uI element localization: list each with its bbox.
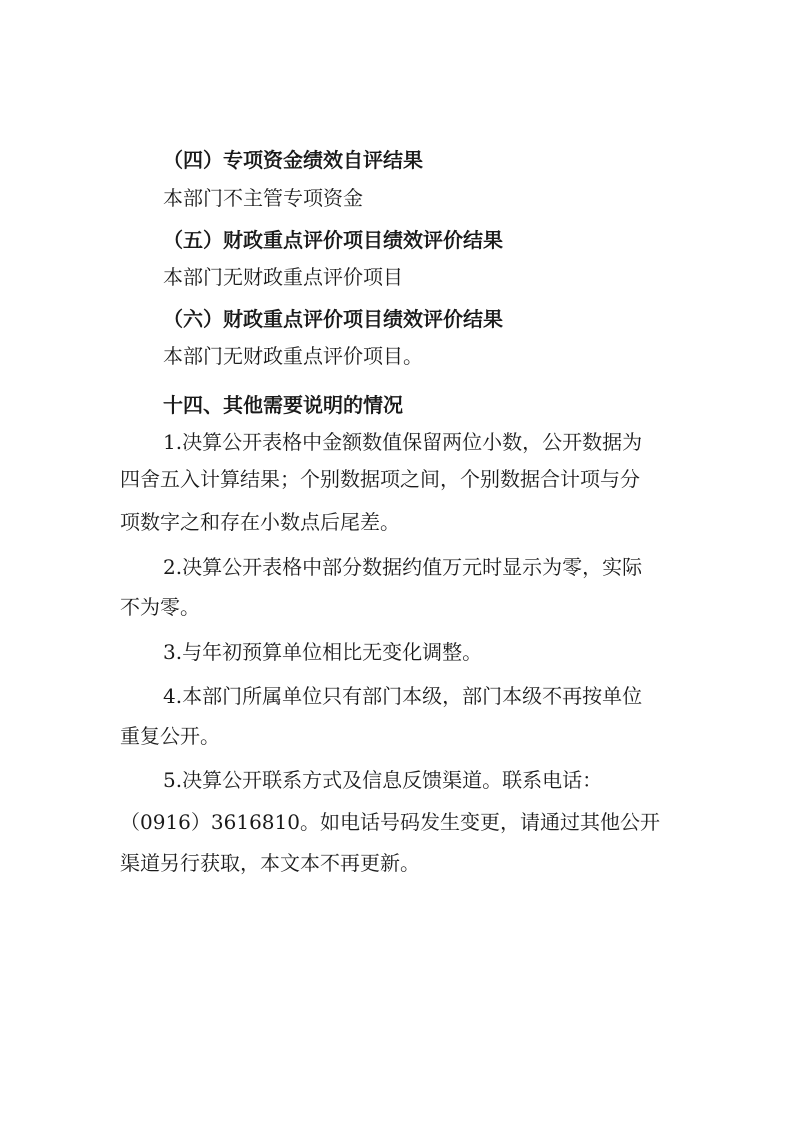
item-4-line-2: 重复公开。	[120, 724, 220, 748]
item-5-line-3: 渠道另行获取，本文本不再更新。	[120, 851, 420, 875]
section-14-heading: 十四、其他需要说明的情况	[163, 393, 403, 417]
item-1-line-2: 四舍五入计算结果；个别数据项之间，个别数据合计项与分	[120, 467, 640, 491]
item-1-line-3: 项数字之和存在小数点后尾差。	[120, 510, 400, 534]
item-4-line-1: 4.本部门所属单位只有部门本级，部门本级不再按单位	[163, 684, 643, 708]
item-5-line-2: （0916）3616810。如电话号码发生变更，请通过其他公开	[120, 810, 660, 834]
section-4-body: 本部门不主管专项资金	[163, 186, 363, 210]
item-5-line-1: 5.决算公开联系方式及信息反馈渠道。联系电话：	[163, 768, 603, 792]
section-6-heading: （六）财政重点评价项目绩效评价结果	[163, 307, 503, 331]
item-3-line-1: 3.与年初预算单位相比无变化调整。	[163, 640, 483, 664]
section-5-heading: （五）财政重点评价项目绩效评价结果	[163, 228, 503, 252]
item-2-line-2: 不为零。	[120, 595, 200, 619]
section-5-body: 本部门无财政重点评价项目	[163, 265, 403, 289]
item-1-line-1: 1.决算公开表格中金额数值保留两位小数，公开数据为	[163, 430, 643, 454]
section-4-heading: （四）专项资金绩效自评结果	[163, 148, 423, 172]
section-6-body: 本部门无财政重点评价项目。	[163, 344, 423, 368]
item-2-line-1: 2.决算公开表格中部分数据约值万元时显示为零，实际	[163, 555, 643, 579]
